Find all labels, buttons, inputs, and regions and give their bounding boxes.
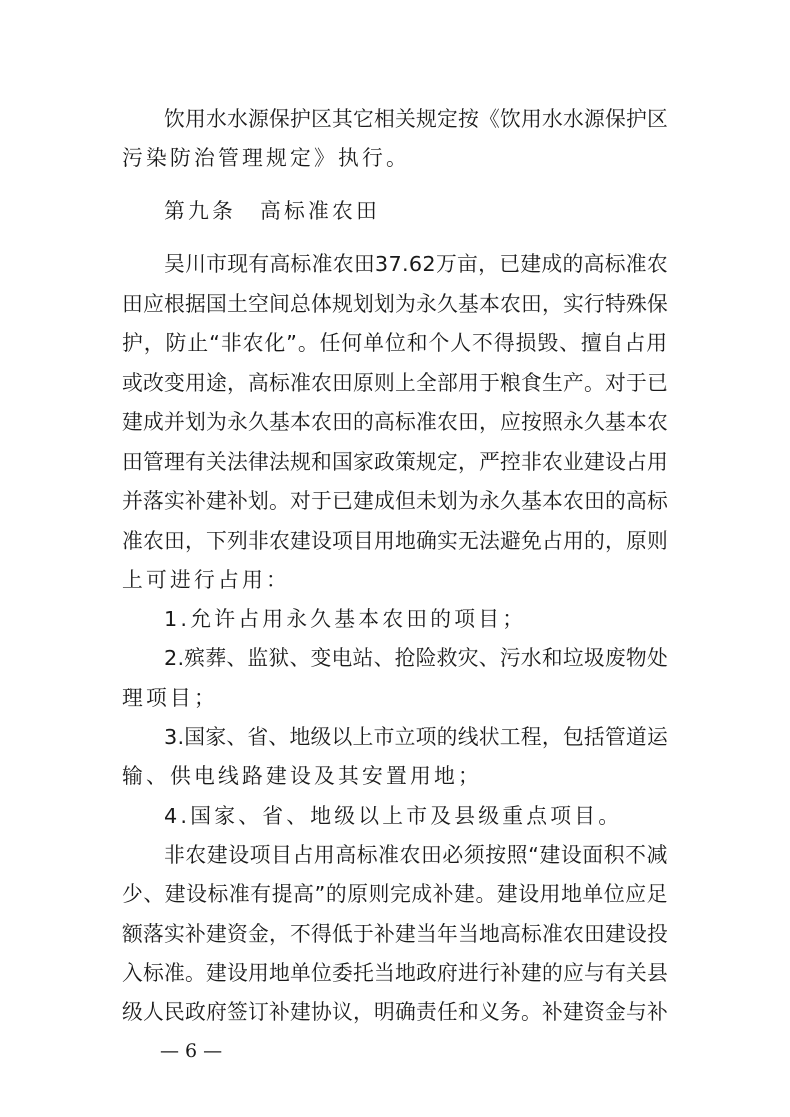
main-line-4: 或改变用途，高标准农田原则上全部用于粮食生产。对于已	[122, 371, 668, 395]
final-line-2: 少、建设标准有提高”的原则完成补建。建设用地单位应足	[122, 882, 668, 906]
final-line-1: 非农建设项目占用高标准农田必须按照“建设面积不减	[164, 843, 668, 867]
list-item-3-line-1: 3.国家、省、地级以上市立项的线状工程，包括管道运	[164, 725, 668, 749]
main-line-6: 田管理有关法律法规和国家政策规定，严控非农业建设占用	[122, 450, 668, 474]
list-item-1: 1.允许占用永久基本农田的项目；	[164, 607, 527, 631]
article-heading: 第九条 高标准农田	[164, 199, 380, 223]
main-line-1: 吴川市现有高标准农田37.62万亩，已建成的高标准农	[164, 252, 668, 276]
page-number: — 6 —	[160, 1040, 223, 1062]
final-line-4: 入标准。建设用地单位委托当地政府进行补建的应与有关县	[122, 961, 668, 985]
main-line-2: 田应根据国土空间总体规划划为永久基本农田，实行特殊保	[122, 292, 668, 316]
list-item-4: 4.国家、省、地级以上市及县级重点项目。	[164, 804, 623, 828]
list-item-3-line-2: 输、供电线路建设及其安置用地；	[122, 764, 482, 788]
intro-line-2: 污染防治管理规定》执行。	[122, 146, 410, 170]
main-line-9: 上可进行占用：	[122, 568, 290, 592]
main-line-7: 并落实补建补划。对于已建成但未划为永久基本农田的高标	[122, 489, 668, 513]
main-line-8: 准农田，下列非农建设项目用地确实无法避免占用的，原则	[122, 529, 668, 553]
list-item-2-line-2: 理项目；	[122, 686, 218, 710]
main-line-3: 护，防止“非农化”。任何单位和个人不得损毁、擅自占用	[122, 331, 668, 355]
final-line-5: 级人民政府签订补建协议，明确责任和义务。补建资金与补	[122, 1000, 668, 1024]
final-line-3: 额落实补建资金，不得低于补建当年当地高标准农田建设投	[122, 922, 668, 946]
main-line-5: 建成并划为永久基本农田的高标准农田，应按照永久基本农	[122, 410, 668, 434]
intro-line-1: 饮用水水源保护区其它相关规定按《饮用水水源保护区	[164, 107, 668, 131]
list-item-2-line-1: 2.殡葬、监狱、变电站、抢险救灾、污水和垃圾废物处	[164, 646, 668, 670]
